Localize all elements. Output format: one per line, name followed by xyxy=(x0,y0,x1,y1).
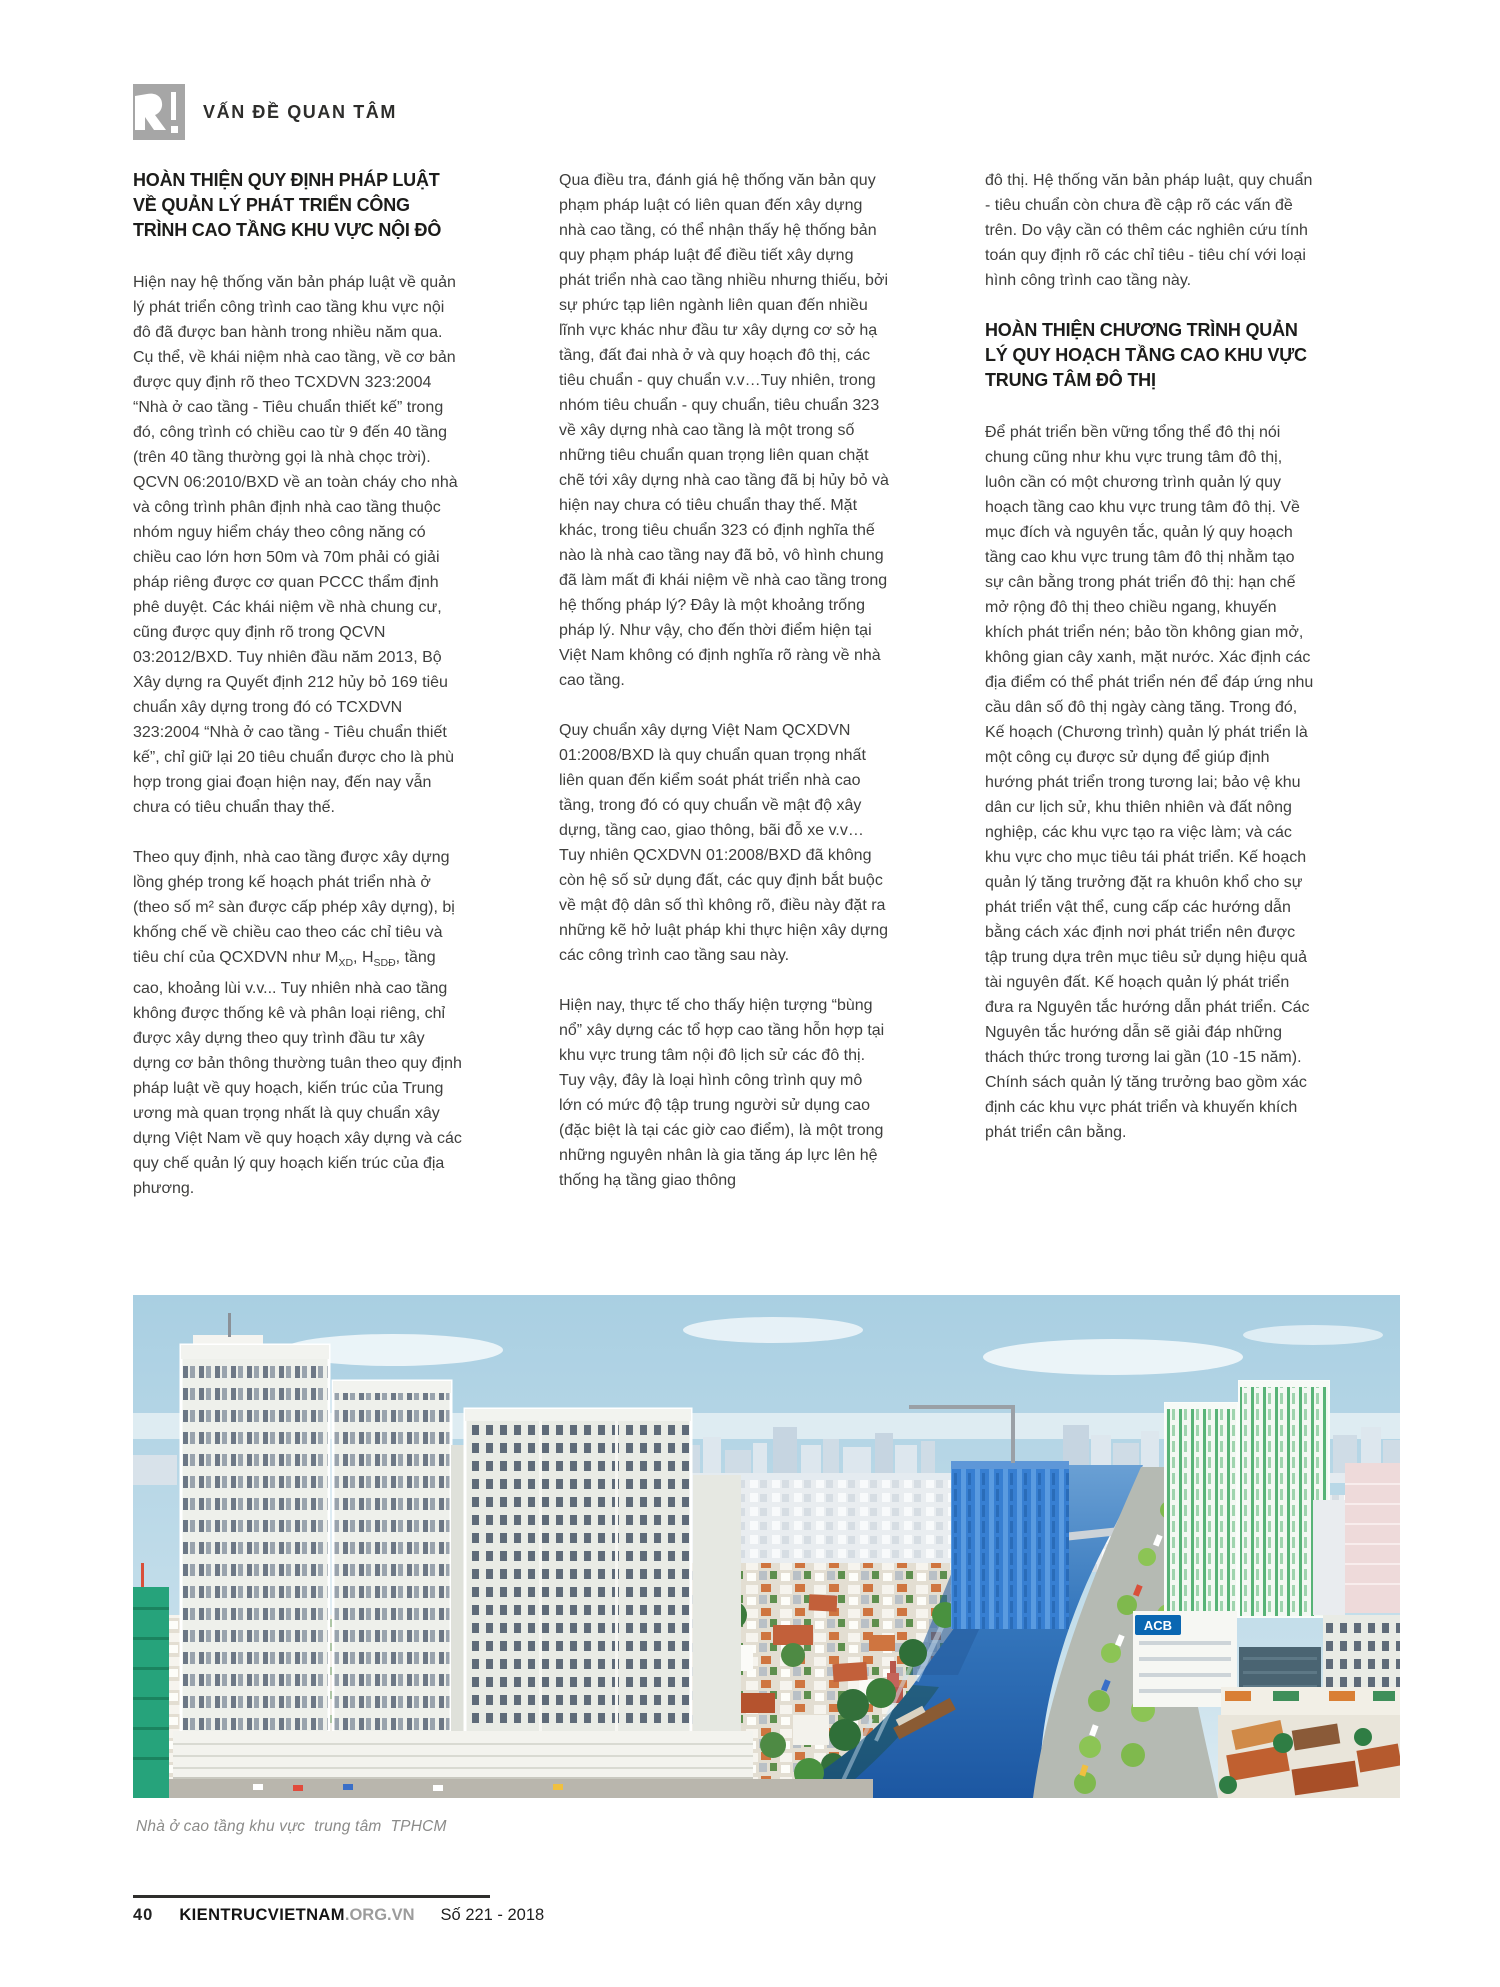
footer-row xyxy=(133,1905,545,1925)
city-photo-figure xyxy=(133,1295,1400,1798)
photo-rooftops xyxy=(1218,1687,1400,1798)
city-photo-illustration xyxy=(133,1295,1400,1798)
paragraph-col3-1: đô thị. Hệ thống văn bản pháp luật, quy chuẩn - tiêu chuẩn còn chưa đề cập rõ các vấn đề trên. Do vậy cần có thêm các nghiên cứu tính toán quy định rõ các chỉ tiêu - tiêu chí với loại hình công trình cao tầng này. xyxy=(985,172,1313,289)
paragraph-col3-2: Để phát triển bền vững tổng thể đô thị nói chung cũng như khu vực trung tâm đô thị, luôn cần có một chương trình quản lý quy hoạch tầng cao khu vực trung tâm đô thị. Về mục đích và nguyên tắc, quản lý quy hoạch tầng cao khu vực trung tâm đô thị nhằm tạo sự cân bằng trong phát triển đô thị: hạn chế mở rộng đô thị theo chiều ngang, khuyến khích phát triển nén; bảo tồn không gian mở, không gian cây xanh, mặt nước. Xác định các địa điểm có thể phát triển nén để đáp ứng nhu cầu dân số đô thị ngày càng tăng. Trong đó, Kế hoạch (Chương trình) quản lý phát triển là một công cụ được sử dụng để giúp định hướng phát triển trong tương lai; bảo vệ khu dân cư lịch sử, khu thiên nhiên và đất nông nghiệp, các khu vực tạo ra việc làm; và các khu vực cho mục tiêu tái phát triển. Kế hoạch quản lý tăng trưởng đặt ra khuôn khổ cho sự phát triển vật thể, cung cấp các hướng dẫn bằng cách xác định nơi phát triển nên được tập trung dựa trên mục tiêu sử dụng hiệu quả tài nguyên đất. Kế hoạch quản lý phát triển đưa ra Nguyên tắc hướng dẫn phát triển. Các Nguyên tắc hướng dẫn sẽ giải đáp những thách thức trong tương lai gần (10 -15 năm). Chính sách quản lý tăng trưởng bao gồm xác định các khu vực phát triển và khuyến khích phát triển cân bằng. xyxy=(985,424,1314,1141)
column-2 xyxy=(559,168,889,1226)
paragraph-col1-1: Hiện nay hệ thống văn bản pháp luật về quản lý phát triển công trình cao tầng khu vực nội đô đã được ban hành trong nhiều năm qua. Cụ thể, về khái niệm nhà cao tầng, về cơ bản được quy định rõ theo TCXDVN 323:2004 “Nhà ở cao tầng - Tiêu chuẩn thiết kế” trong đó, công trình có chiều cao từ 9 đến 40 tầng (trên 40 tầng thường gọi là nhà chọc trời). QCVN 06:2010/BXD về an toàn cháy cho nhà và công trình phân định nhà cao tầng thuộc nhóm nguy hiểm cháy theo công năng có chiều cao lớn hơn 50m và 70m phải có giải pháp riêng được cơ quan PCCC thẩm định phê duyệt. Các khái niệm về nhà chung cư, cũng được quy định rõ trong QCVN 03:2012/BXD. Tuy nhiên đầu năm 2013, Bộ Xây dựng ra Quyết định 212 hủy bỏ 169 tiêu chuẩn xây dựng trong đó có TCXDVN 323:2004 “Nhà ở cao tầng - Tiêu chuẩn thiết kế”, chỉ giữ lại 20 tiêu chuẩn được cho là phù hợp trong giai đoạn hiện nay, đến nay vẫn chưa có tiêu chuẩn thay thế. xyxy=(133,274,458,816)
column-1 xyxy=(133,168,463,1226)
subscript-sdd: SDĐ xyxy=(373,957,396,969)
paragraph-text: , H xyxy=(353,949,374,966)
paragraph-col2-1: Qua điều tra, đánh giá hệ thống văn bản quy phạm pháp luật có liên quan đến xây dựng nhà cao tầng, có thể nhận thấy hệ thống bản quy phạm pháp luật để điều tiết xây dựng phát triển nhà cao tầng nhiều nhưng thiếu, bởi sự phức tạp liên ngành liên quan đến nhiều lĩnh vực khác như đầu tư xây dựng cơ sở hạ tầng, đất đai nhà ở và quy hoạch đô thị, các tiêu chuẩn - quy chuẩn v.v…Tuy nhiên, trong nhóm tiêu chuẩn - quy chuẩn, tiêu chuẩn 323 về xây dựng nhà cao tầng là một trong số những tiêu chuẩn quan trọng liên quan chặt chẽ tới xây dựng nhà cao tầng đã bị hủy bỏ và hiện nay chưa có tiêu chuẩn thay thế. Mặt khác, trong tiêu chuẩn 323 có định nghĩa thế nào là nhà cao tầng nay đã bỏ, vô hình chung đã làm mất đi khái niệm về nhà cao tầng trong hệ thống pháp lý? Đây là một khoảng trống pháp lý. Như vậy, cho đến thời điểm hiện tại Việt Nam không có định nghĩa rõ ràng về nhà cao tầng. xyxy=(559,172,889,689)
photo-caption: Nhà ở cao tầng khu vực trung tâm TPHCM xyxy=(136,1818,447,1835)
subscript-xd: XD xyxy=(338,957,354,969)
page-footer xyxy=(133,1895,545,1925)
article-columns xyxy=(133,168,1315,1226)
photo-street xyxy=(133,1779,873,1798)
paragraph-text: Theo quy định, nhà cao tầng được xây dựng lồng ghép trong kế hoạch phát triển nhà ở (theo số m² sàn được cấp phép xây dựng), bị khống chế về chiều cao theo các chỉ tiêu và tiêu chí của QCXDVN như M xyxy=(133,849,455,966)
page-number: 40 xyxy=(133,1905,154,1924)
article-heading-2: HOÀN THIỆN CHƯƠNG TRÌNH QUẢN LÝ QUY HOẠCH TẦNG CAO KHU VỰC TRUNG TÂM ĐÔ THỊ xyxy=(985,320,1307,390)
column-3 xyxy=(985,168,1315,1226)
acb-sign-label: ACB xyxy=(1143,1618,1173,1633)
magazine-logo-icon xyxy=(133,84,185,140)
article-heading-1: HOÀN THIỆN QUY ĐỊNH PHÁP LUẬT VỀ QUẢN LÝ PHÁT TRIỂN CÔNG TRÌNH CAO TẦNG KHU VỰC NỘI ĐÔ xyxy=(133,170,442,240)
section-title: VẤN ĐỀ QUAN TÂM xyxy=(203,101,397,122)
issue-label: Số 221 - 2018 xyxy=(440,1905,545,1924)
footer-rule xyxy=(133,1895,490,1898)
paragraph-col2-3: Hiện nay, thực tế cho thấy hiện tượng “bùng nổ” xây dựng các tổ hợp cao tầng hỗn hợp tại khu vực trung tâm nội đô lịch sử các đô thị. Tuy vậy, đây là loại hình công trình quy mô lớn có mức độ tập trung người sử dụng cao (đặc biệt là tại các giờ cao điểm), là một trong những nguyên nhân là gia tăng áp lực lên hệ thống hạ tầng giao thông xyxy=(559,997,885,1189)
photo-construction-tower xyxy=(133,1563,169,1798)
site-name: KIENTRUCVIETNAM xyxy=(179,1905,345,1924)
paragraph-text: , tầng cao, khoảng lùi v.v... Tuy nhiên nhà cao tầng không được thống kê và phân loại riêng, chỉ được xây dựng theo quy trình đầu tư xây dựng cơ bản thông thường tuân theo quy định pháp luật về quy hoạch, kiến trúc của Trung ương mà quan trọng nhất là quy chuẩn xây dựng Việt Nam về quy hoạch xây dựng và các quy chế quản lý quy hoạch kiến trúc của địa phương. xyxy=(133,949,462,1197)
section-header xyxy=(133,84,397,140)
paragraph-col1-2 xyxy=(133,845,463,1201)
site-domain: .ORG.VN xyxy=(344,1905,415,1924)
paragraph-col2-2: Quy chuẩn xây dựng Việt Nam QCXDVN 01:2008/BXD là quy chuẩn quan trọng nhất liên quan đến kiểm soát phát triển nhà cao tầng, trong đó có quy chuẩn về mật độ xây dựng, tầng cao, giao thông, bãi đỗ xe v.v… Tuy nhiên QCXDVN 01:2008/BXD đã không còn hệ số sử dụng đất, các quy định bắt buộc về mật độ dân số thì không rõ, điều này đặt ra những kẽ hở luật pháp khi thực hiện xây dựng các công trình cao tầng sau này. xyxy=(559,722,889,964)
